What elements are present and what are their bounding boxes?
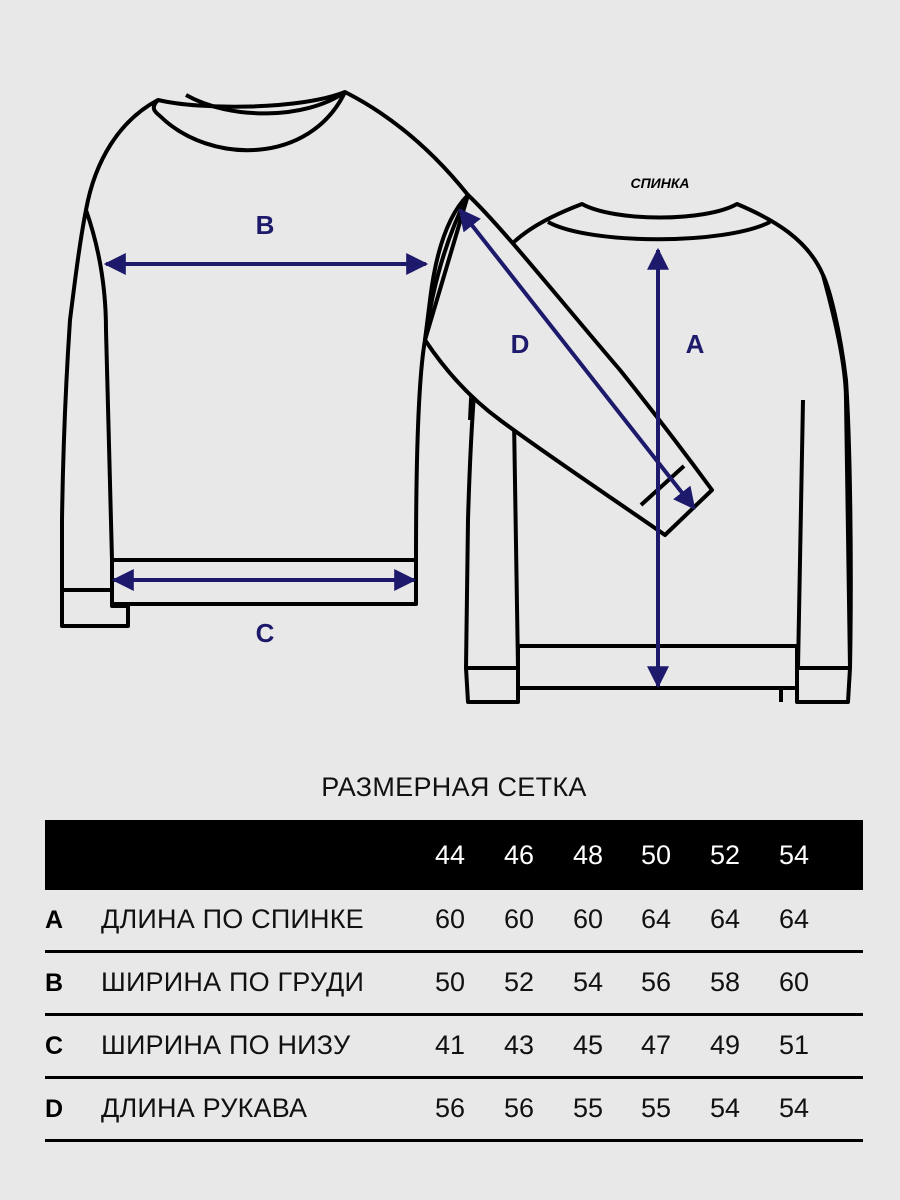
label-c: C (255, 618, 275, 648)
row-code: C (45, 1032, 64, 1060)
cell-value: 60 (434, 904, 466, 934)
cell-value: 43 (503, 1030, 535, 1060)
table-row (45, 890, 863, 953)
cell-value: 64 (640, 904, 672, 934)
row-name: ШИРИНА ПО НИЗУ (101, 1030, 351, 1060)
size-header: 44 (434, 840, 466, 870)
size-chart-title: РАЗМЕРНАЯ СЕТКА (321, 772, 587, 802)
row-name: ДЛИНА ПО СПИНКЕ (101, 904, 364, 934)
cell-value: 51 (778, 1030, 810, 1060)
size-header: 46 (503, 840, 535, 870)
table-row (45, 953, 863, 1016)
row-code: A (45, 906, 64, 934)
cell-value: 64 (778, 904, 810, 934)
size-header: 52 (709, 840, 741, 870)
size-header: 54 (778, 840, 810, 870)
table-header (45, 820, 863, 890)
back-view-label: СПИНКА (630, 175, 690, 191)
cell-value: 55 (572, 1093, 604, 1123)
cell-value: 56 (434, 1093, 466, 1123)
size-header: 50 (640, 840, 672, 870)
cell-value: 58 (709, 967, 741, 997)
table-row (45, 1016, 863, 1079)
cell-value: 60 (572, 904, 604, 934)
row-name: ШИРИНА ПО ГРУДИ (101, 967, 365, 997)
label-b: B (255, 210, 275, 240)
table-row (45, 1079, 863, 1142)
cell-value: 54 (709, 1093, 741, 1123)
cell-value: 56 (640, 967, 672, 997)
label-d: D (510, 329, 530, 359)
cell-value: 41 (434, 1030, 466, 1060)
size-header: 48 (572, 840, 604, 870)
row-code: B (45, 969, 64, 997)
cell-value: 56 (503, 1093, 535, 1123)
cell-value: 54 (572, 967, 604, 997)
cell-value: 45 (572, 1030, 604, 1060)
cell-value: 50 (434, 967, 466, 997)
size-table (45, 820, 863, 1142)
cell-value: 47 (640, 1030, 672, 1060)
cell-value: 49 (709, 1030, 741, 1060)
cell-value: 52 (503, 967, 535, 997)
label-a: A (685, 329, 705, 359)
row-name: ДЛИНА РУКАВА (101, 1093, 308, 1123)
cell-value: 55 (640, 1093, 672, 1123)
cell-value: 60 (778, 967, 810, 997)
cell-value: 60 (503, 904, 535, 934)
row-code: D (45, 1095, 64, 1123)
cell-value: 54 (778, 1093, 810, 1123)
cell-value: 64 (709, 904, 741, 934)
